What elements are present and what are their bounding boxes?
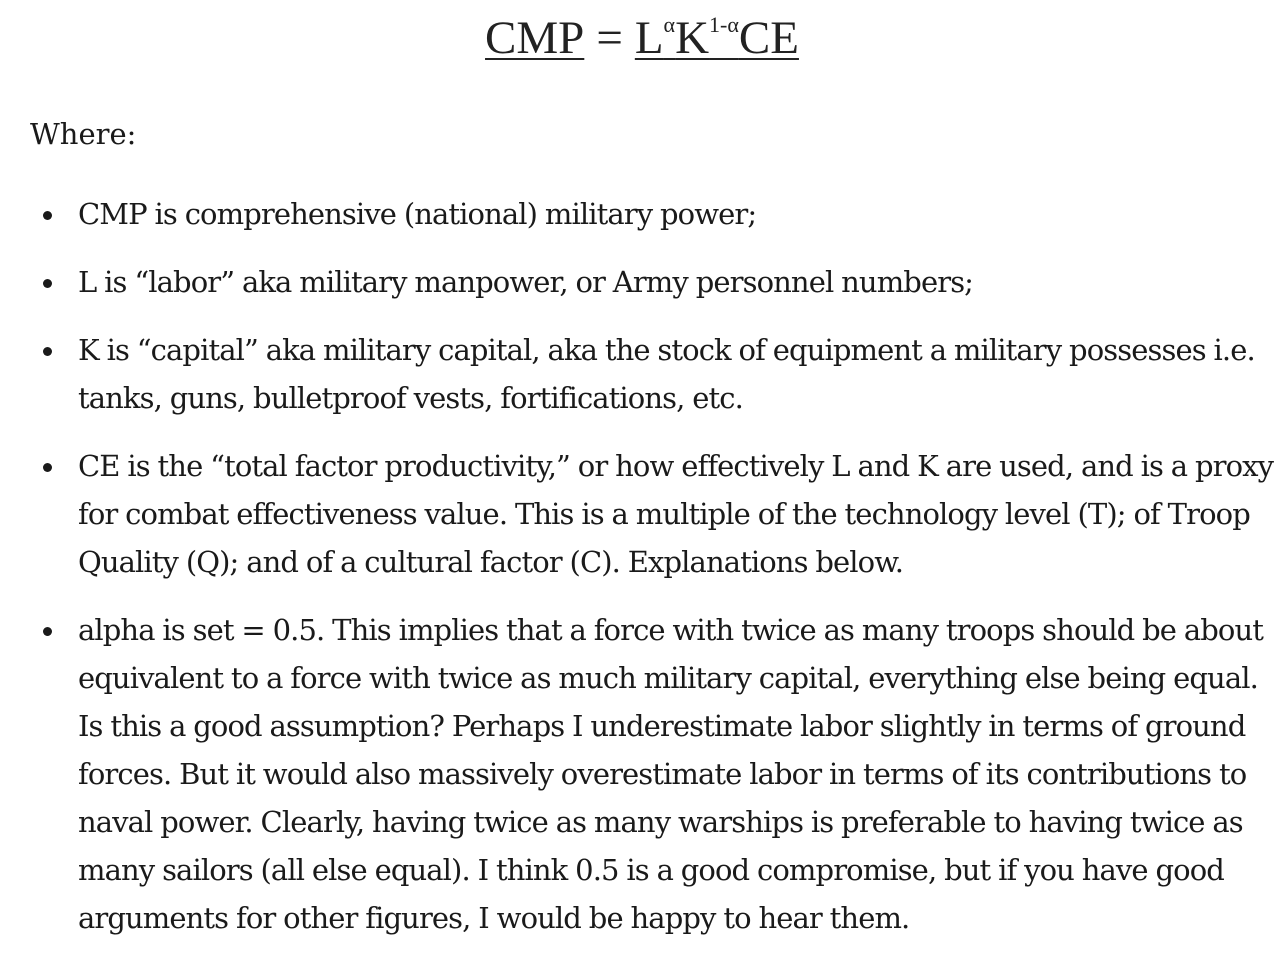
bullet-icon [43,279,52,288]
definition-text: alpha is set = 0.5. This implies that a force with twice as many troops should be about equivalent to a force with twice as much military capital, everything else being equal. Is this a good assumption? Perhaps I underestimate labor slightly in terms of ground forces. But it would also massively overestimate labor in terms of its contributions to naval power. Clearly, having twice as many warships is preferable to having twice as many sailors (all else equal). I think 0.5 is a good compromise, but if you have good arguments for other figures, I would be happy to hear them. [78,613,1264,935]
definition-text: K is “capital” aka military capital, aka the stock of equipment a military possesses i.e. tanks, guns, bulletproof vests, fortifications, etc. [78,333,1255,415]
definition-text: CMP is comprehensive (national) military power; [78,197,757,231]
bullet-icon [43,347,52,356]
definitions-list [0,190,1284,962]
formula-capital-symbol: K [675,12,710,64]
formula-ce: CE [738,12,799,64]
definition-item-ce [0,442,1284,586]
formula-labor [635,12,675,64]
bullet-icon [43,463,52,472]
formula-capital [675,12,739,64]
formula-cmp: CMP [485,12,585,64]
formula-labor-symbol: L [634,12,664,64]
definition-text: L is “labor” aka military manpower, or Army personnel numbers; [78,265,974,299]
formula-capital-exponent: 1-α [709,12,739,38]
formula-equals: = [596,12,623,64]
where-label: Where: [30,117,137,151]
definition-item-cmp [0,190,1284,238]
bullet-icon [43,211,52,220]
formula-labor-exponent: α [663,12,676,38]
definition-text: CE is the “total factor productivity,” or how effectively L and K are used, and is a proxy for combat effectiveness value. This is a multiple of the technology level (T); of Troop Quality (Q); and of a cultural factor (C). Explanations below. [78,449,1274,579]
definition-item-capital [0,326,1284,422]
bullet-icon [43,627,52,636]
definition-item-labor [0,258,1284,306]
definition-item-alpha [0,606,1284,942]
production-function-formula [0,8,1284,68]
